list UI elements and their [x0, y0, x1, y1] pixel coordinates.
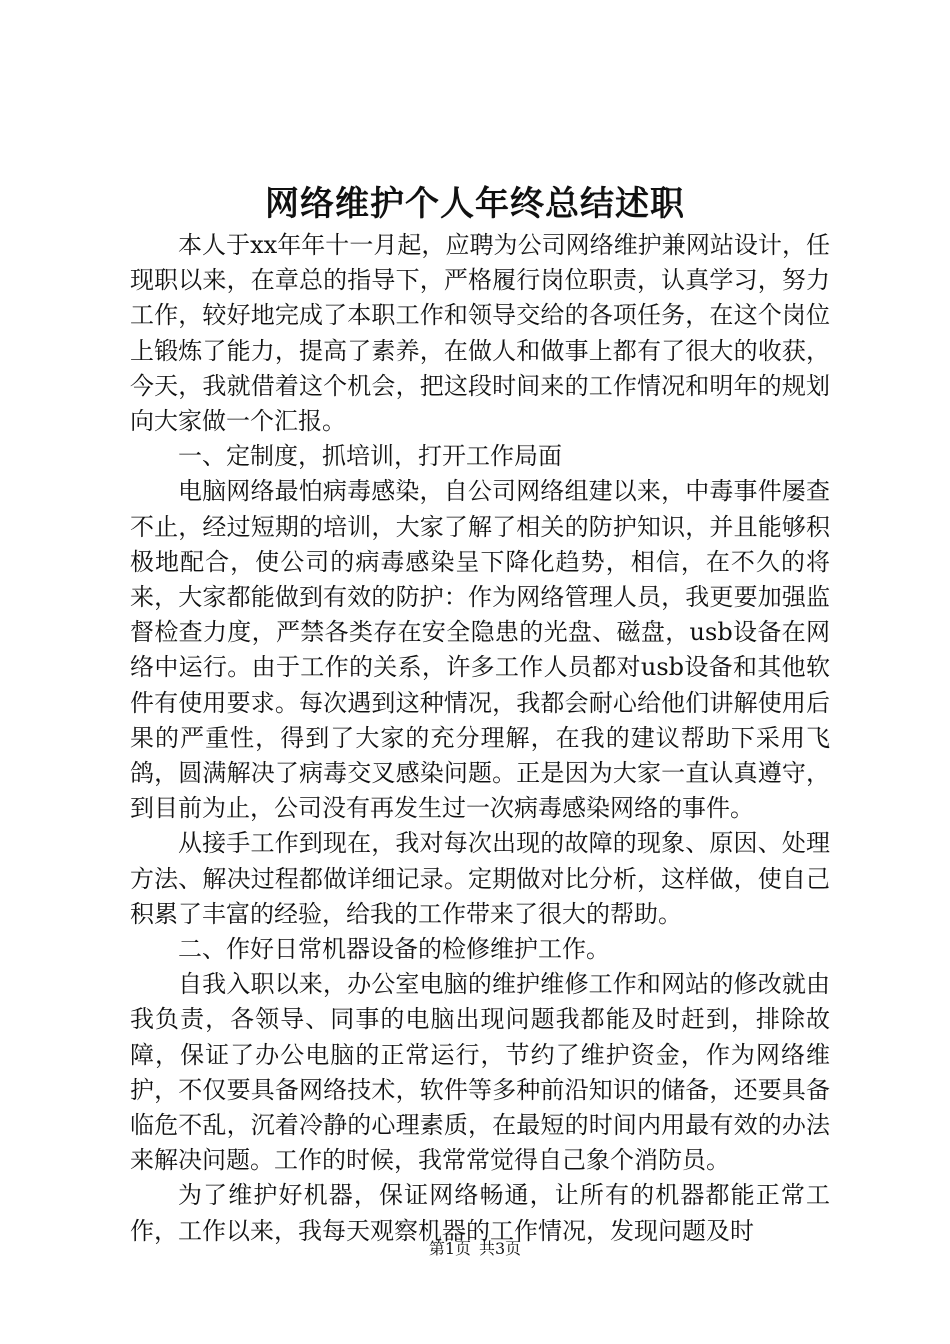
paragraph-network-monitoring: 为了维护好机器，保证网络畅通，让所有的机器都能正常工作，工作以来，我每天观察机器的工作情况，发现问题及时	[130, 1181, 830, 1245]
page-footer	[0, 1238, 950, 1260]
paragraph-intro: 本人于xx年年十一月起，应聘为公司网络维护兼网站设计，任现职以来，在章总的指导下，严格履行岗位职责，认真学习，努力工作，较好地完成了本职工作和领导交给的各项任务，在这个岗位上锻炼了能力，提高了素养，在做人和做事上都有了很大的收获，今天，我就借着这个机会，把这段时间来的工作情况和明年的规划向大家做一个汇报。	[130, 231, 830, 436]
page-total: 共3页	[479, 1239, 522, 1258]
section-heading-1: 一、定制度，抓培训，打开工作局面	[178, 442, 562, 471]
document-body	[130, 228, 830, 1249]
document-title: 网络维护个人年终总结述职	[265, 184, 685, 224]
section-heading-2: 二、作好日常机器设备的检修维护工作。	[178, 935, 610, 964]
paragraph-fault-records: 从接手工作到现在，我对每次出现的故障的现象、原因、处理方法、解决过程都做详细记录。定期做对比分析，这样做，使自己积累了丰富的经验，给我的工作带来了很大的帮助。	[130, 829, 830, 928]
page-number: 第1页	[428, 1239, 471, 1258]
paragraph-maintenance: 自我入职以来，办公室电脑的维护维修工作和网站的修改就由我负责，各领导、同事的电脑出现问题我都能及时赶到，排除故障，保证了办公电脑的正常运行，节约了维护资金，作为网络维护，不仅要具备网络技术，软件等多种前沿知识的储备，还要具备临危不乱，沉着冷静的心理素质，在最短的时间内用最有效的办法来解决问题。工作的时候，我常常觉得自己象个消防员。	[130, 970, 830, 1175]
paragraph-virus-protection: 电脑网络最怕病毒感染，自公司网络组建以来，中毒事件屡查不止，经过短期的培训，大家了解了相关的防护知识，并且能够积极地配合，使公司的病毒感染呈下降化趋势，相信，在不久的将来，大家都能做到有效的防护：作为网络管理人员，我更要加强监督检查力度，严禁各类存在安全隐患的光盘、磁盘，usb设备在网络中运行。由于工作的关系，许多工作人员都对usb设备和其他软件有使用要求。每次遇到这种情况，我都会耐心给他们讲解使用后果的严重性，得到了大家的充分理解，在我的建议帮助下采用飞鸽，圆满解决了病毒交叉感染问题。正是因为大家一直认真遵守，到目前为止，公司没有再发生过一次病毒感染网络的事件。	[130, 477, 830, 823]
